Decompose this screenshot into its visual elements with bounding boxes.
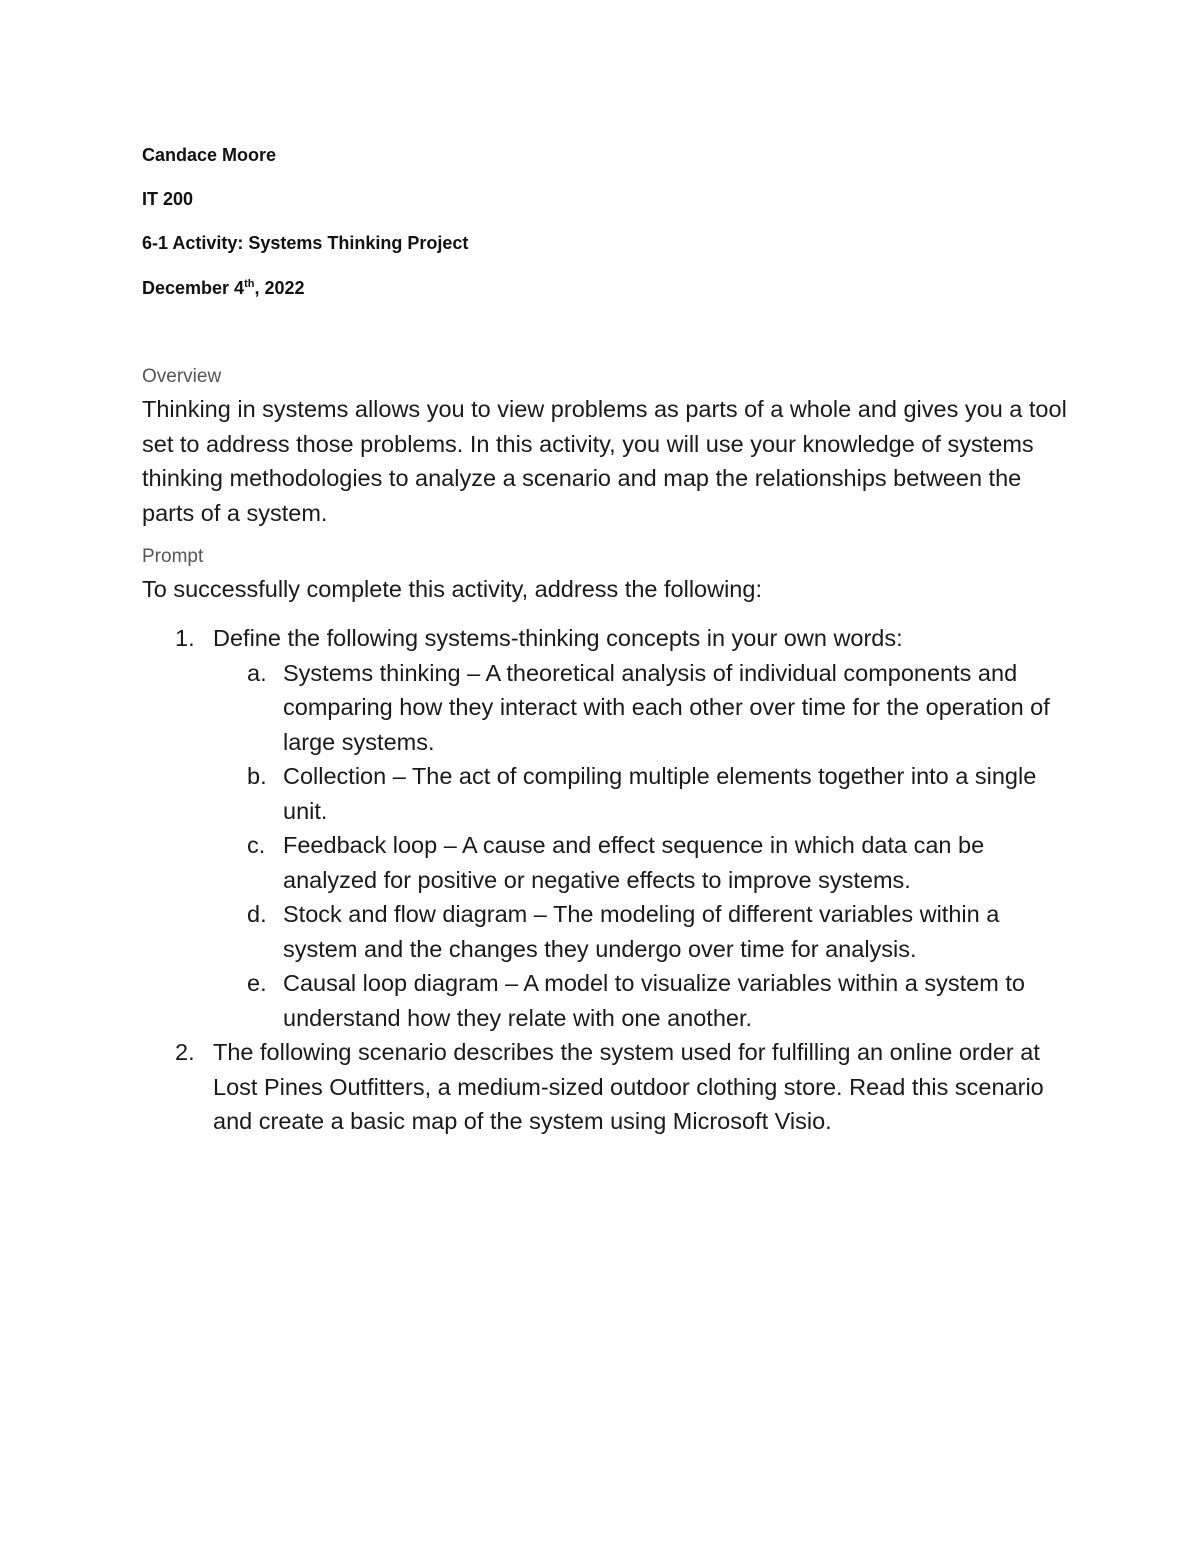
list-item	[142, 621, 1072, 1035]
list-item-text: Collection – The act of compiling multiple elements together into a single unit.	[283, 763, 1037, 824]
course-code: IT 200	[142, 189, 194, 209]
date-suffix: th	[244, 278, 255, 290]
overview-paragraph: Thinking in systems allows you to view problems as parts of a whole and gives you a tool set to address those problems. In this activity, you will use your knowledge of systems thinking methodologies to analyze a scenario and map the relationships between the parts of a system.	[142, 396, 1067, 526]
submission-date	[142, 278, 305, 299]
list-marker: 1.	[175, 625, 195, 651]
list-item	[213, 897, 1072, 966]
assignment-title: 6-1 Activity: Systems Thinking Project	[142, 233, 469, 253]
list-item	[213, 828, 1072, 897]
list-item-text: Define the following systems-thinking concepts in your own words:	[213, 625, 903, 651]
date-main: December 4	[142, 278, 245, 298]
list-marker: b.	[247, 763, 267, 789]
list-marker: 2.	[175, 1039, 195, 1065]
prompt-heading: Prompt	[142, 546, 204, 567]
concept-list	[213, 656, 1072, 1036]
list-item	[213, 966, 1072, 1035]
date-rest: , 2022	[254, 278, 305, 298]
list-item-text: Systems thinking – A theoretical analysis of individual components and comparing how they interact with each other over time for the operation of large systems.	[283, 659, 1050, 755]
prompt-intro: To successfully complete this activity, address the following:	[142, 576, 762, 602]
list-item	[213, 759, 1072, 828]
list-item-text: Stock and flow diagram – The modeling of different variables within a system and the changes they undergo over time for analysis.	[283, 901, 1000, 962]
list-marker: e.	[247, 970, 267, 996]
list-marker: c.	[247, 832, 266, 858]
list-item-text: Feedback loop – A cause and effect sequence in which data can be analyzed for positive or negative effects to improve systems.	[283, 832, 985, 893]
list-marker: d.	[247, 901, 267, 927]
prompt-list	[142, 621, 1072, 1139]
list-marker: a.	[247, 659, 267, 686]
list-item-text: Causal loop diagram – A model to visualize variables within a system to understand how they relate with one another.	[283, 970, 1025, 1031]
list-item	[213, 656, 1072, 760]
author-name: Candace Moore	[142, 145, 277, 165]
list-item-text: The following scenario describes the system used for fulfilling an online order at Lost Pines Outfitters, a medium-sized outdoor clothing store. Read this scenario and create a basic map of the system using Microsoft Visio.	[213, 1039, 1044, 1134]
list-item	[142, 1035, 1072, 1139]
overview-heading: Overview	[142, 366, 222, 387]
